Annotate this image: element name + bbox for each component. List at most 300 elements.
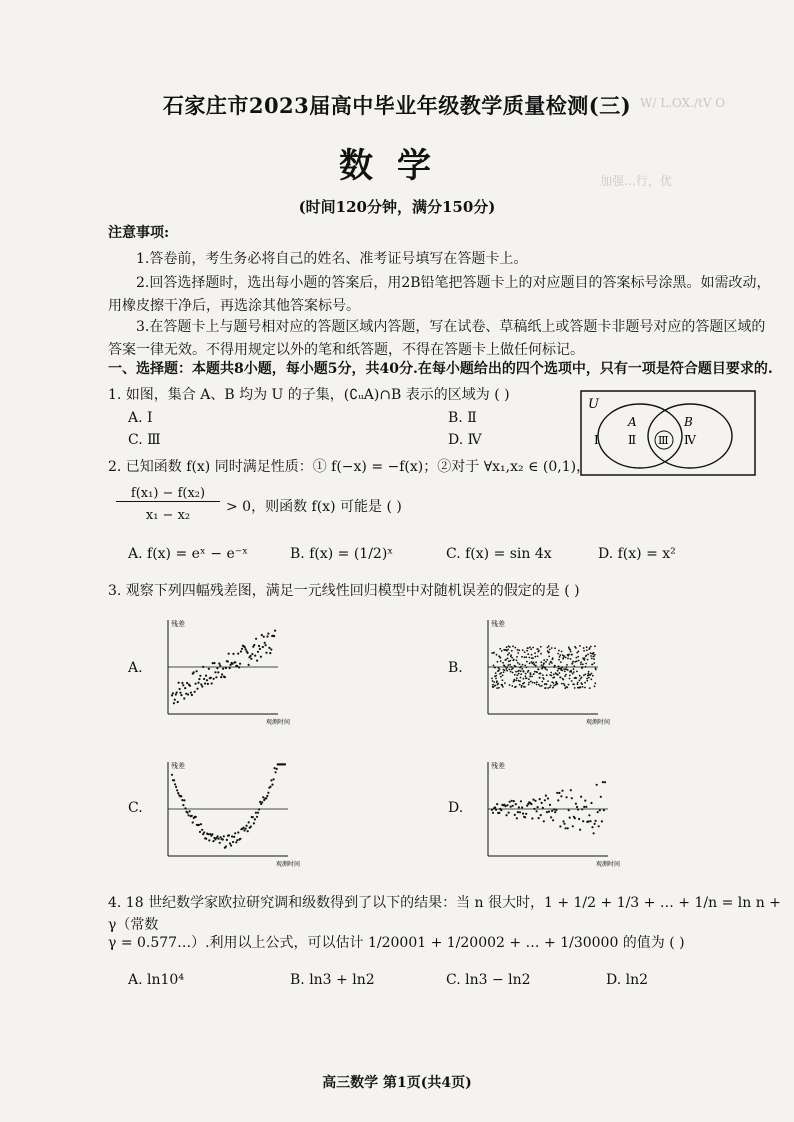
residual-point (197, 682, 199, 684)
residual-point (541, 681, 543, 683)
residual-point (570, 658, 572, 660)
residual-point (590, 646, 592, 648)
residual-point (551, 810, 553, 812)
residual-point (585, 663, 587, 665)
residual-point (523, 678, 525, 680)
residual-point (513, 800, 515, 802)
residual-point (546, 674, 548, 676)
residual-point (191, 694, 193, 696)
residual-point (562, 679, 564, 681)
residual-point (563, 823, 565, 825)
residual-point (592, 664, 594, 666)
residual-point (577, 683, 579, 685)
residual-point (256, 660, 258, 662)
residual-point (510, 666, 512, 668)
residual-point (244, 646, 246, 648)
residual-point (527, 653, 529, 655)
residual-point (549, 663, 551, 665)
residual-point (500, 809, 502, 811)
section-heading: 一、选择题：本题共8小题，每小题5分，共40分.在每小题给出的四个选项中，只有一项是符合题目要求的. (108, 361, 773, 377)
residual-point (224, 676, 226, 678)
q1-option-c: C. Ⅲ (128, 432, 161, 448)
residual-point (586, 650, 588, 652)
venn-label-u: U (588, 397, 599, 412)
residual-point (534, 671, 536, 673)
residual-point (541, 685, 543, 687)
residual-point (553, 685, 555, 687)
page-footer: 高三数学 第1页(共4页) (322, 1075, 472, 1091)
residual-point (589, 687, 591, 689)
residual-point (236, 839, 238, 841)
residual-point (533, 662, 535, 664)
residual-point (284, 763, 286, 765)
x-axis-label: 观测时间 (266, 719, 291, 726)
residual-point (257, 812, 259, 814)
venn-region-2: Ⅱ (628, 433, 637, 447)
residual-point (526, 666, 528, 668)
residual-point (517, 662, 519, 664)
residual-point (529, 657, 531, 659)
bleed-through-text: 加强…行，优 (600, 174, 673, 188)
residual-point (501, 684, 503, 686)
y-axis-label: 残差 (491, 620, 505, 628)
residual-point (536, 684, 538, 686)
residual-point (492, 686, 494, 688)
residual-point (512, 672, 514, 674)
residual-point (530, 648, 532, 650)
residual-point (544, 799, 546, 801)
residual-point (586, 680, 588, 682)
residual-point (552, 687, 554, 689)
residual-point (533, 673, 535, 675)
residual-point (587, 820, 589, 822)
residual-point (588, 677, 590, 679)
residual-point (247, 652, 249, 654)
residual-point (552, 657, 554, 659)
residual-point (238, 666, 240, 668)
residual-point (511, 800, 513, 802)
residual-point (557, 683, 559, 685)
residual-point (179, 688, 181, 690)
venn-label-b: B (684, 415, 693, 429)
residual-point (543, 820, 545, 822)
residual-point (173, 702, 175, 704)
residual-point (251, 653, 253, 655)
residual-point (205, 675, 207, 677)
residual-point (529, 662, 531, 664)
residual-point (561, 666, 563, 668)
residual-point (532, 657, 534, 659)
residual-point (514, 814, 516, 816)
residual-point (517, 649, 519, 651)
residual-point (183, 799, 185, 801)
residual-point (559, 672, 561, 674)
residual-point (525, 656, 527, 658)
residual-point (546, 684, 548, 686)
residual-point (567, 669, 569, 671)
residual-point (228, 834, 230, 836)
residual-point (557, 799, 559, 801)
venn-region-1: Ⅰ (594, 433, 599, 447)
residual-point (543, 678, 545, 680)
residual-point (516, 674, 518, 676)
residual-point (235, 841, 237, 843)
residual-point (530, 674, 532, 676)
residual-point (266, 635, 268, 637)
residual-point (173, 779, 175, 781)
residual-point (254, 818, 256, 820)
residual-point (512, 668, 514, 670)
residual-point (172, 692, 174, 694)
residual-point (591, 658, 593, 660)
residual-point (492, 812, 494, 814)
residual-point (269, 786, 271, 788)
residual-point (547, 687, 549, 689)
residual-point (262, 646, 264, 648)
residual-point (559, 654, 561, 656)
residual-point (584, 657, 586, 659)
residual-point (558, 665, 560, 667)
residual-point (493, 652, 495, 654)
residual-point (569, 649, 571, 651)
residual-point (213, 662, 215, 664)
residual-point (549, 686, 551, 688)
residual-point (237, 653, 239, 655)
residual-point (232, 841, 234, 843)
residual-point (578, 651, 580, 653)
residual-point (528, 684, 530, 686)
residual-point (507, 666, 509, 668)
venn-diagram (580, 390, 756, 476)
residual-point (265, 652, 267, 654)
residual-point (593, 652, 595, 654)
residual-point (564, 670, 566, 672)
residual-point (521, 806, 523, 808)
residual-point (507, 664, 509, 666)
residual-point (518, 673, 520, 675)
residual-point (273, 635, 275, 637)
residual-point (561, 683, 563, 685)
residual-point (571, 680, 573, 682)
residual-point (524, 651, 526, 653)
residual-point (234, 661, 236, 663)
residual-point (182, 804, 184, 806)
residual-point (509, 801, 511, 803)
q2-option-c: C. f(x) = sin 4x (446, 546, 552, 562)
residual-point (266, 795, 268, 797)
residual-point (496, 803, 498, 805)
venn-region-3: Ⅲ (658, 434, 669, 447)
residual-point (577, 808, 579, 810)
residual-point (509, 664, 511, 666)
residual-point (245, 648, 247, 650)
residual-point (525, 813, 527, 815)
residual-point (258, 808, 260, 810)
residual-point (528, 670, 530, 672)
residual-point (540, 661, 542, 663)
residual-point (547, 680, 549, 682)
residual-point (229, 667, 231, 669)
residual-point (585, 674, 587, 676)
residual-point (226, 839, 228, 841)
residual-point (214, 671, 216, 673)
residual-point (189, 685, 191, 687)
residual-point (560, 676, 562, 678)
residual-point (183, 697, 185, 699)
time-info: (时间120分钟，满分150分) (298, 198, 496, 216)
residual-point (255, 638, 257, 640)
residual-point (516, 659, 518, 661)
residual-point (178, 682, 180, 684)
residual-point (524, 665, 526, 667)
residual-point (542, 667, 544, 669)
residual-point (195, 816, 197, 818)
residual-point (198, 824, 200, 826)
residual-point (550, 672, 552, 674)
residual-point (508, 812, 510, 814)
residual-point (492, 680, 494, 682)
residual-point (180, 694, 182, 696)
residual-point (508, 669, 510, 671)
residual-point (593, 658, 595, 660)
q3-label-b: B. (448, 660, 463, 676)
residual-point (260, 656, 262, 658)
residual-point (529, 646, 531, 648)
residual-point (234, 832, 236, 834)
residual-point (548, 651, 550, 653)
residual-point (505, 659, 507, 661)
residual-point (561, 670, 563, 672)
residual-point (534, 656, 536, 658)
residual-point (208, 839, 210, 841)
question-4-stem: 4. 18 世纪数学家欧拉研究调和级数得到了以下的结果：当 n 很大时，1 + 1/2 + 1/3 + … + 1/n = ln n + γ（常数 (108, 895, 781, 933)
residual-point (521, 668, 523, 670)
residual-point (545, 795, 547, 797)
residual-point (511, 650, 513, 652)
residual-point (538, 684, 540, 686)
residual-point (247, 830, 249, 832)
residual-point (597, 811, 599, 813)
residual-point (531, 676, 533, 678)
q4-option-d: D. ln2 (606, 972, 649, 988)
residual-point (176, 691, 178, 693)
residual-plot-b (470, 610, 620, 728)
residual-point (220, 676, 222, 678)
residual-point (515, 686, 517, 688)
residual-point (512, 805, 514, 807)
residual-point (516, 656, 518, 658)
residual-point (248, 664, 250, 666)
residual-point (205, 838, 207, 840)
residual-point (498, 812, 500, 814)
residual-point (515, 680, 517, 682)
subject-title: 数学 (339, 146, 455, 186)
residual-point (228, 653, 230, 655)
residual-point (264, 642, 266, 644)
residual-point (538, 669, 540, 671)
residual-point (506, 646, 508, 648)
q2-fraction-numerator: f(x₁) − f(x₂) (116, 486, 220, 502)
residual-point (253, 644, 255, 646)
residual-point (506, 668, 508, 670)
residual-point (502, 679, 504, 681)
residual-point (211, 833, 213, 835)
residual-point (530, 681, 532, 683)
residual-point (593, 832, 595, 834)
residual-point (566, 664, 568, 666)
residual-point (546, 659, 548, 661)
residual-point (515, 671, 517, 673)
residual-point (558, 650, 560, 652)
residual-point (579, 645, 581, 647)
residual-point (549, 649, 551, 651)
y-axis-label: 残差 (491, 762, 505, 770)
residual-point (596, 784, 598, 786)
residual-point (545, 668, 547, 670)
residual-point (199, 831, 201, 833)
residual-point (184, 807, 186, 809)
residual-point (202, 666, 204, 668)
residual-point (239, 663, 241, 665)
residual-point (265, 797, 267, 799)
residual-point (219, 664, 221, 666)
residual-point (569, 678, 571, 680)
residual-point (212, 840, 214, 842)
residual-point (526, 650, 528, 652)
residual-point (213, 678, 215, 680)
residual-point (519, 680, 521, 682)
residual-point (590, 678, 592, 680)
residual-point (518, 670, 520, 672)
residual-point (494, 667, 496, 669)
residual-point (509, 660, 511, 662)
x-axis-label: 观测时间 (586, 719, 611, 726)
q1-option-b: B. Ⅱ (448, 410, 477, 426)
residual-point (518, 649, 520, 651)
residual-point (495, 685, 497, 687)
residual-point (175, 693, 177, 695)
residual-point (535, 661, 537, 663)
q1-option-d: D. Ⅳ (448, 432, 482, 448)
venn-region-4: Ⅳ (684, 433, 696, 447)
residual-point (583, 806, 585, 808)
residual-point (504, 682, 506, 684)
residual-point (523, 682, 525, 684)
residual-point (520, 800, 522, 802)
residual-point (573, 668, 575, 670)
residual-point (522, 649, 524, 651)
residual-point (507, 658, 509, 660)
y-axis-label: 残差 (171, 620, 185, 628)
residual-point (185, 693, 187, 695)
residual-point (568, 684, 570, 686)
residual-point (182, 684, 184, 686)
residual-point (576, 657, 578, 659)
residual-point (508, 652, 510, 654)
residual-point (516, 677, 518, 679)
residual-point (506, 804, 508, 806)
residual-point (253, 822, 255, 824)
residual-point (574, 687, 576, 689)
residual-point (526, 661, 528, 663)
x-axis-label: 观测时间 (276, 861, 301, 868)
residual-point (196, 670, 198, 672)
residual-point (587, 654, 589, 656)
residual-point (551, 675, 553, 677)
residual-point (579, 680, 581, 682)
residual-point (570, 789, 572, 791)
residual-point (222, 838, 224, 840)
residual-point (246, 825, 248, 827)
residual-point (521, 685, 523, 687)
residual-point (511, 657, 513, 659)
residual-point (557, 674, 559, 676)
residual-point (231, 835, 233, 837)
residual-point (587, 659, 589, 661)
residual-point (216, 667, 218, 669)
residual-point (534, 800, 536, 802)
residual-point (233, 836, 235, 838)
residual-point (554, 665, 556, 667)
residual-point (274, 630, 276, 632)
residual-point (230, 664, 232, 666)
residual-point (201, 685, 203, 687)
residual-point (573, 665, 575, 667)
residual-point (509, 646, 511, 648)
residual-point (590, 652, 592, 654)
residual-point (590, 802, 592, 804)
residual-point (268, 647, 270, 649)
residual-point (181, 682, 183, 684)
residual-point (550, 816, 552, 818)
residual-point (548, 645, 550, 647)
residual-point (496, 687, 498, 689)
residual-point (575, 803, 577, 805)
residual-point (215, 676, 217, 678)
residual-point (555, 809, 557, 811)
residual-point (559, 825, 561, 827)
residual-point (568, 809, 570, 811)
residual-point (221, 673, 223, 675)
residual-point (531, 654, 533, 656)
residual-point (520, 673, 522, 675)
residual-point (590, 655, 592, 657)
residual-point (552, 819, 554, 821)
residual-point (539, 677, 541, 679)
residual-point (588, 814, 590, 816)
residual-point (562, 654, 564, 656)
residual-point (550, 661, 552, 663)
residual-point (572, 662, 574, 664)
residual-point (565, 827, 567, 829)
residual-point (581, 677, 583, 679)
residual-point (203, 831, 205, 833)
residual-point (517, 652, 519, 654)
residual-point (265, 644, 267, 646)
residual-point (573, 671, 575, 673)
notice-item: 2.回答选择题时，选出每小题的答案后，用2B铅笔把答题卡上的对应题目的答案标号涂黑。如需改动，用橡皮擦干净后，再选涂其他答案标号。 (108, 275, 771, 314)
residual-point (269, 652, 271, 654)
residual-point (534, 682, 536, 684)
residual-point (518, 806, 520, 808)
residual-point (531, 817, 533, 819)
notice-heading: 注意事项: (108, 225, 170, 241)
notice-item: 1.答卷前，考生务必将自己的姓名、准考证号填写在答题卡上。 (136, 251, 528, 267)
venn-label-a: A (628, 415, 637, 429)
residual-point (188, 814, 190, 816)
residual-point (239, 838, 241, 840)
residual-point (580, 661, 582, 663)
